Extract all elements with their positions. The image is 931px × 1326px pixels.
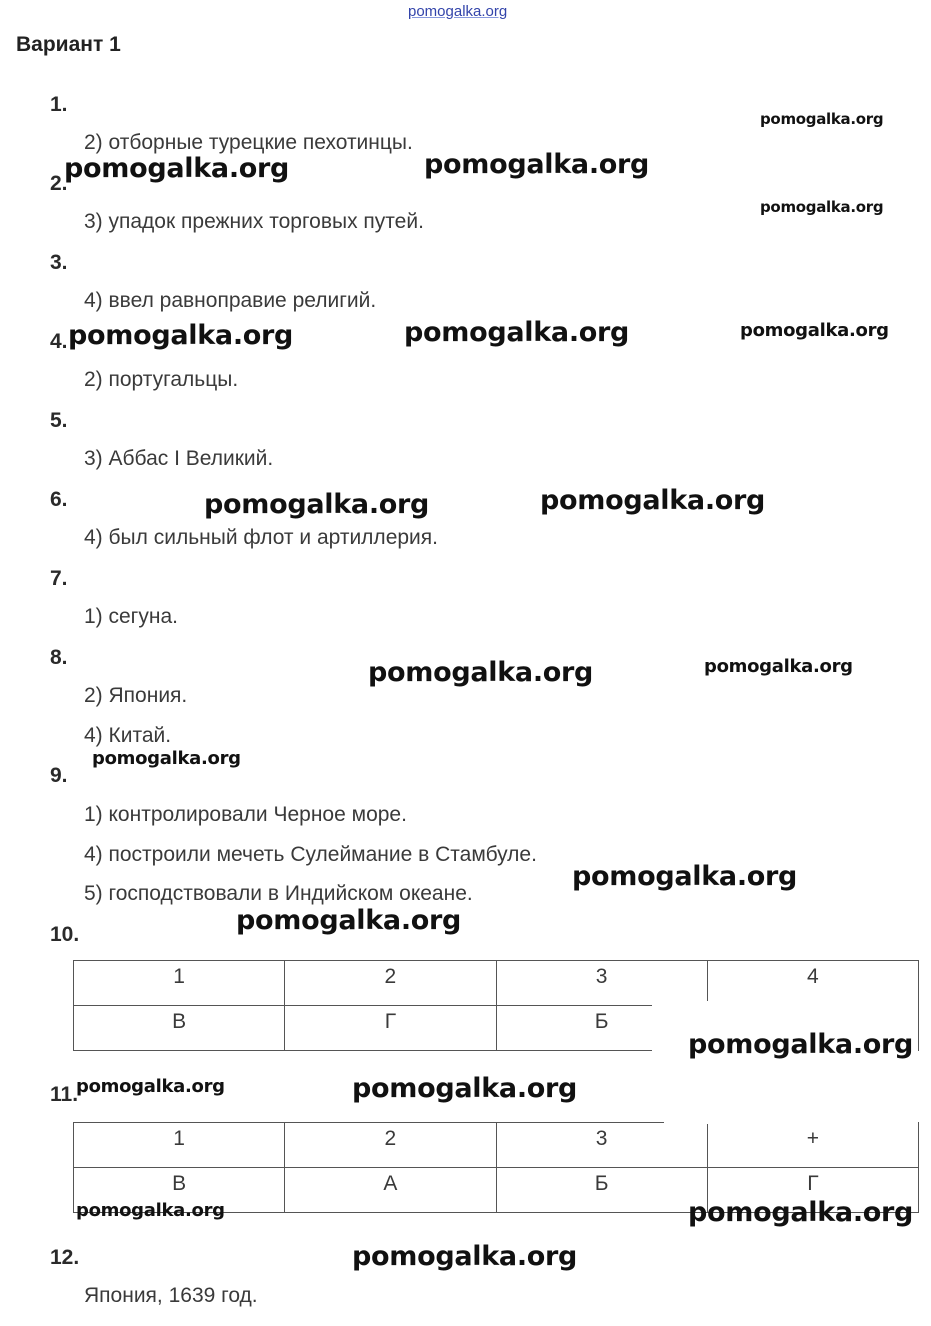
watermark: pomogalka.org [760,198,884,216]
watermark: pomogalka.org [540,485,766,516]
table-cell: 2 [285,1123,496,1168]
watermark: pomogalka.org [424,149,650,180]
table-cell: В [74,1006,285,1051]
table-row [74,961,919,1006]
header-watermark: pomogalka.org [408,3,508,20]
question-number-4: 4. [50,330,68,353]
question-number-2: 2. [50,172,68,195]
watermark: pomogalka.org [404,317,630,348]
answer-5: 3) Аббас I Великий. [84,447,274,470]
answer-8b: 4) Китай. [84,724,172,747]
erased-area [664,1116,918,1124]
watermark: pomogalka.org [236,905,462,936]
answer-6: 4) был сильный флот и артиллерия. [84,526,438,549]
table-cell: + [707,1123,918,1168]
watermark: pomogalka.org [68,320,294,351]
question-number-8: 8. [50,646,68,669]
question-number-10: 10. [50,923,80,946]
question-number-6: 6. [50,488,68,511]
question-number-12: 12. [50,1246,80,1269]
watermark: pomogalka.org [76,1200,225,1221]
table-cell: Г [707,1168,918,1213]
question-number-5: 5. [50,409,68,432]
table-cell: Б [496,1168,707,1213]
watermark: pomogalka.org [368,657,594,688]
table-cell: 3 [496,961,707,1006]
answer-2: 3) упадок прежних торговых путей. [84,210,424,233]
answer-1: 2) отборные турецкие пехотинцы. [84,131,413,154]
question-number-1: 1. [50,93,68,116]
table-cell: 2 [285,961,496,1006]
watermark: pomogalka.org [204,489,430,520]
table-cell: А [285,1168,496,1213]
answer-9c: 5) господствовали в Индийском океане. [84,882,473,905]
table-cell: 4 [707,961,918,1006]
question-number-3: 3. [50,251,68,274]
table-cell: 1 [74,961,285,1006]
page-title: Вариант 1 [16,33,121,56]
table-row [74,1123,919,1168]
answer-8a: 2) Япония. [84,684,188,707]
answer-4: 2) португальцы. [84,368,239,391]
table-cell: 1 [74,1123,285,1168]
answer-7: 1) сегуна. [84,605,178,628]
table-cell: 3 [496,1123,707,1168]
watermark: pomogalka.org [352,1241,578,1272]
watermark: pomogalka.org [64,153,290,184]
question-number-9: 9. [50,764,68,787]
answer-9b: 4) построили мечеть Сулеймание в Стамбуле. [84,843,537,866]
watermark: pomogalka.org [572,861,798,892]
watermark: pomogalka.org [688,1029,914,1060]
watermark: pomogalka.org [760,110,884,128]
watermark: pomogalka.org [76,1076,225,1097]
table-cell: В [74,1168,285,1213]
answer-3: 4) ввел равноправие религий. [84,289,377,312]
question-number-11: 11. [50,1083,79,1106]
table-cell: Б [496,1006,707,1051]
question-number-7: 7. [50,567,68,590]
watermark: pomogalka.org [740,320,889,341]
watermark: pomogalka.org [704,656,853,677]
watermark: pomogalka.org [352,1073,578,1104]
watermark: pomogalka.org [688,1197,914,1228]
watermark: pomogalka.org [92,748,241,769]
table-cell: Г [285,1006,496,1051]
answer-9a: 1) контролировали Черное море. [84,803,407,826]
answer-12: Япония, 1639 год. [84,1284,258,1307]
